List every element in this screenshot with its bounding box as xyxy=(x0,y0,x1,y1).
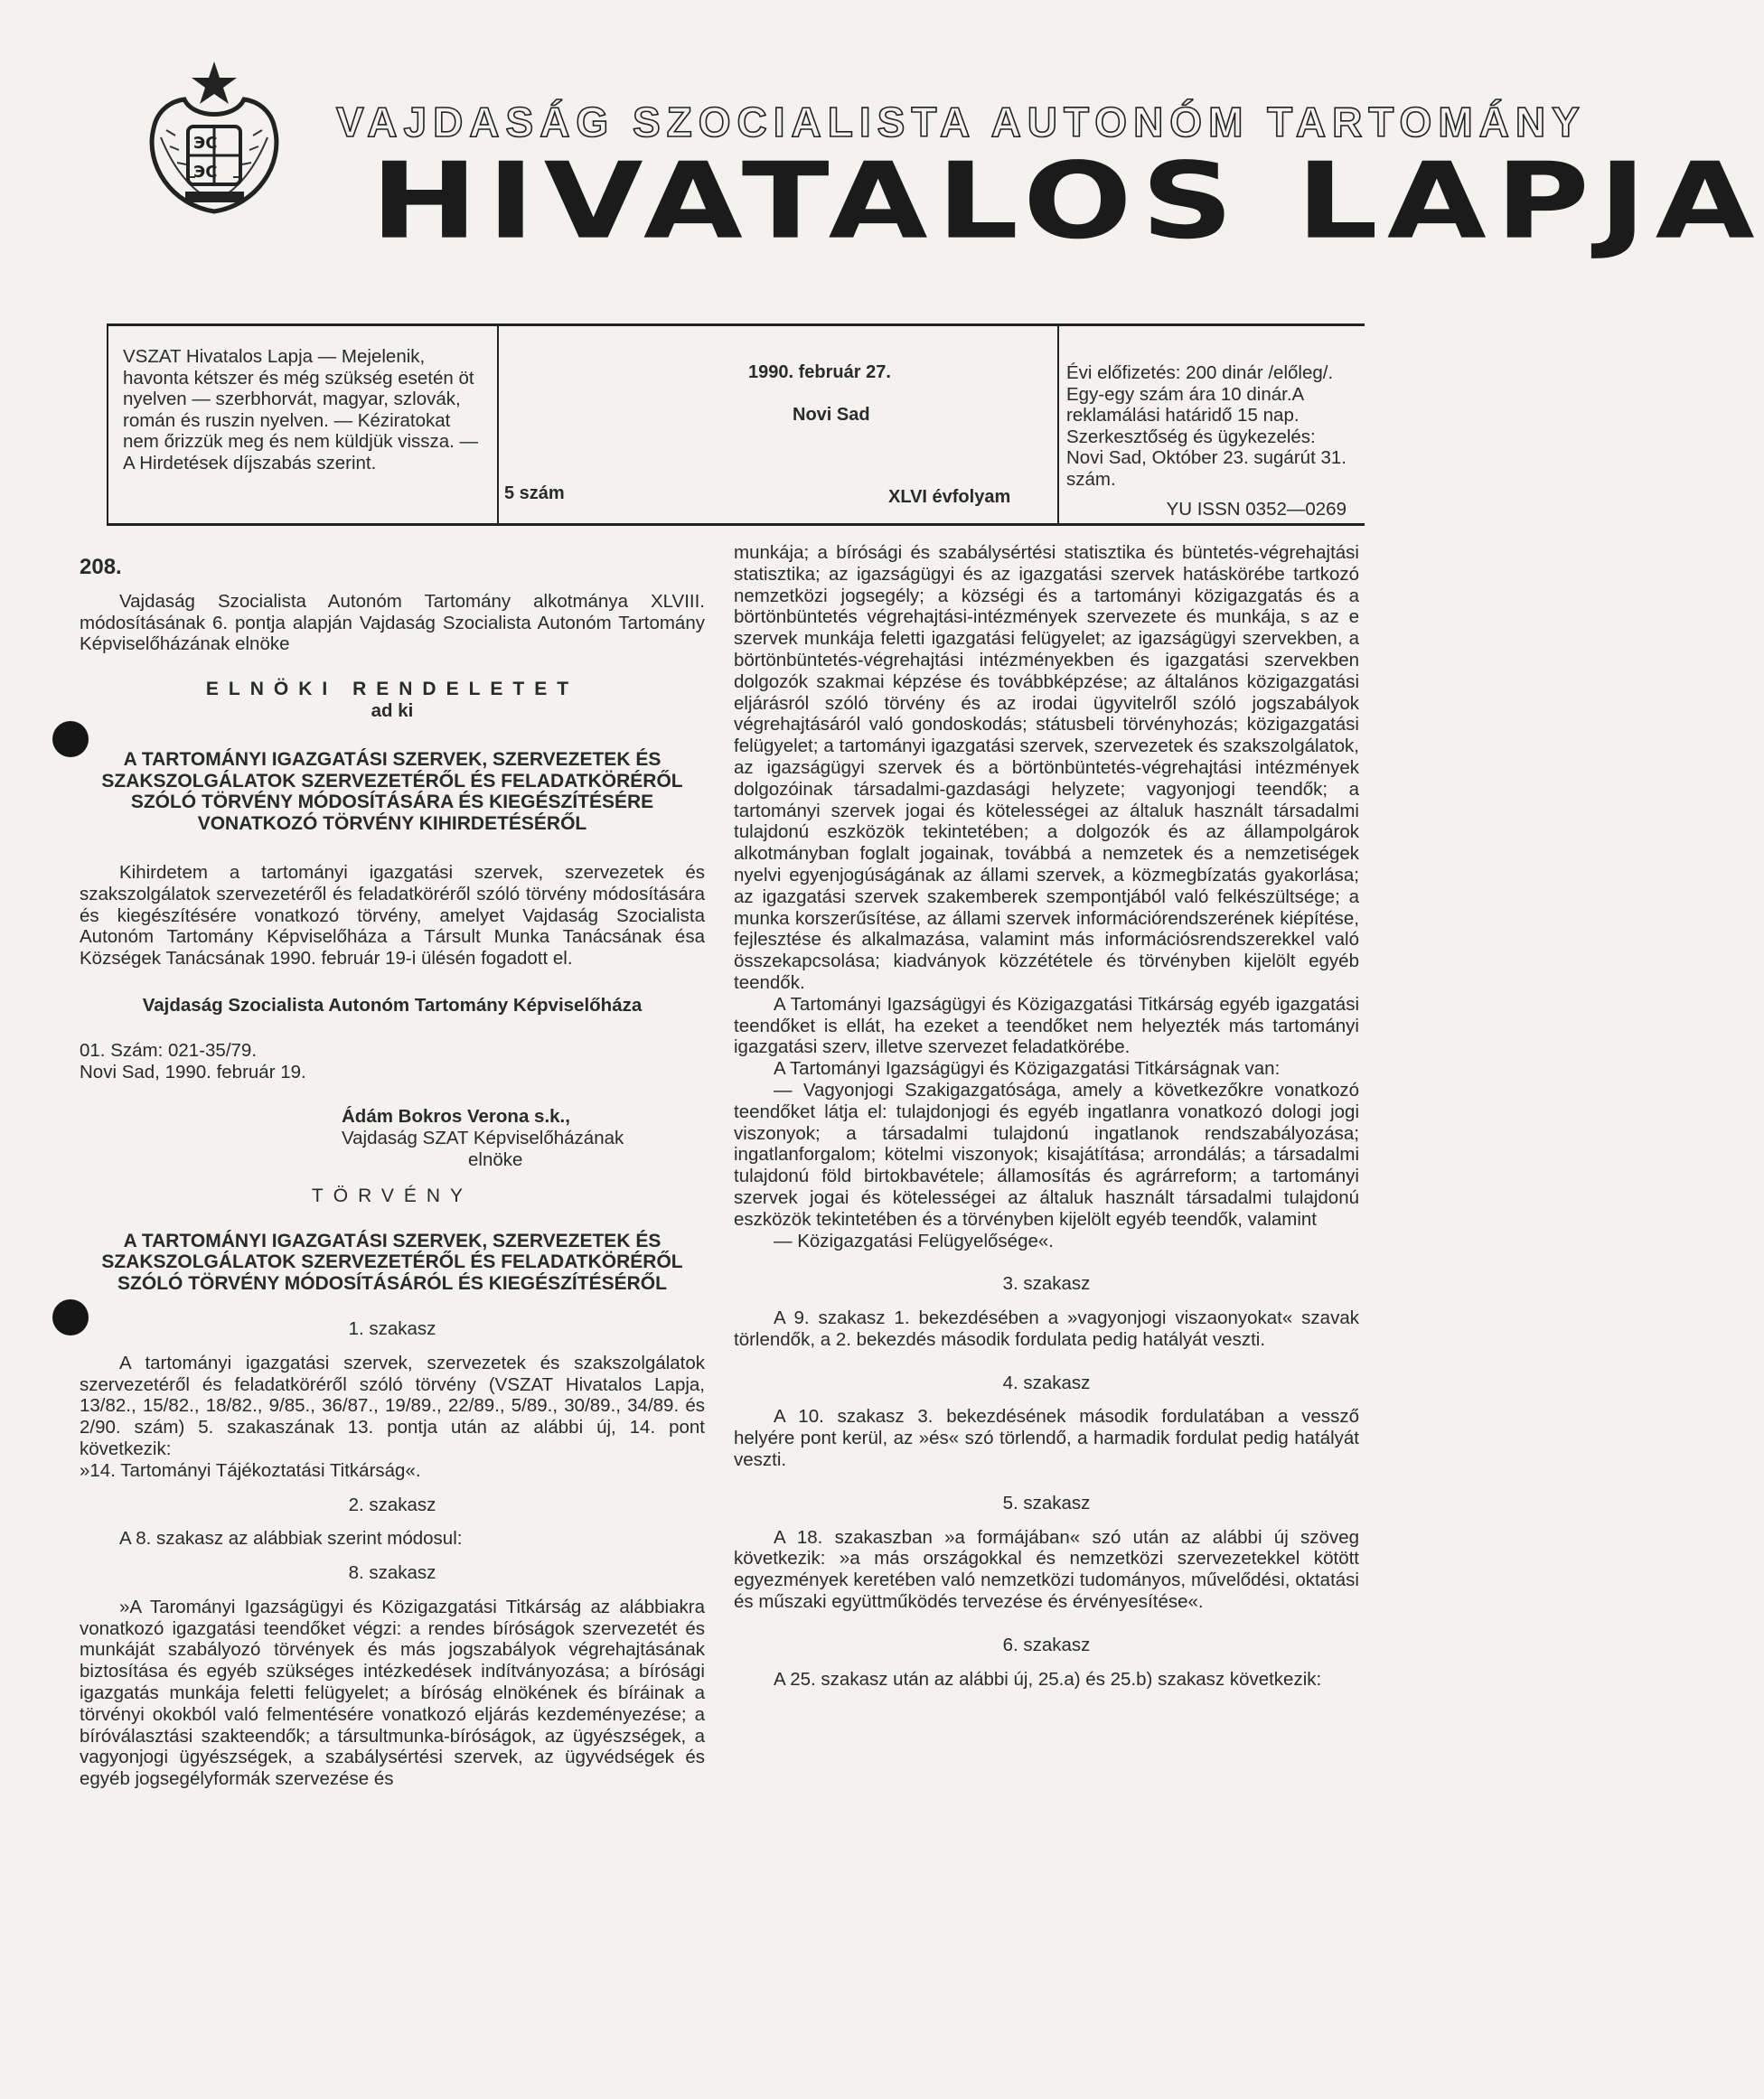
secretariat-other-duties: A Tartományi Igazságügyi és Közigazgatási Titkárság egyéb igazgatási teendőket is ellát, ha ezeket a teendőket nem helyezték más tartományi igazgatási szerv, illetve szervezet feladatkörébe. xyxy=(734,993,1359,1058)
svg-text:ЭС: ЭС xyxy=(193,163,218,182)
preamble: Vajdaság Szocialista Autonóm Tartomány alkotmánya XLVIII. módosításának 6. pontja alapján Vajdaság Szocialista Autonóm Tartomány Képviselőházának elnöke xyxy=(80,590,705,655)
section-6-title: 6. szakasz xyxy=(1002,1634,1091,1655)
section-4-text: A 10. szakasz 3. bekezdésének második fordulatában a vessző helyére pont kerül, az »és« szó törlendő, a harmadik fordulat pedig hatályát veszti. xyxy=(734,1406,1359,1471)
coat-of-arms-emblem xyxy=(136,56,294,219)
promulgation-text: Kihirdetem a tartományi igazgatási szervek, szervezetek és szakszolgálatok szervezetéről és feladatköréről szóló törvény módosítására és kiegészítésére vonatkozó törvény, amelyet Vajdaság Szocialista Autonóm Tartomány Képviselőháza a Társult Munka Tanácsának ésa Községek Tanácsának 1990. február 19-i ülésén fogadott el. xyxy=(80,861,705,970)
law-title: A TARTOMÁNYI IGAZGATÁSI SZERVEK, SZERVEZETEK ÉS SZAKSZOLGÁLATOK SZERVEZETÉRŐL ÉS FELADATKÖRÉRŐL SZÓLÓ TÖRVÉNY MÓDOSÍTÁSÁRÓL ÉS KIEGÉSZÍTÉSÉRŐL xyxy=(101,1230,683,1295)
assembly-name: Vajdaság Szocialista Autonóm Tartomány Képviselőháza xyxy=(142,994,643,1016)
issn: YU ISSN 0352—0269 xyxy=(1166,499,1346,520)
left-column xyxy=(80,542,705,1790)
reference-date: Novi Sad, 1990. február 19. xyxy=(80,1061,306,1082)
masthead-supertitle: VAJDASÁG SZOCIALISTA AUTONÓM TARTOMÁNY xyxy=(336,98,1586,145)
publisher-info: VSZAT Hivatalos Lapja — Mejelenik, havonta kétszer és még szükség esetén öt nyelven — szerbhorvát, magyar, szlovák, román és ruszin nyelven. — Kéziratokat nem őrizzük meg és nem küldjük vissza. — A Hirdetések díjszabás szerint. xyxy=(108,326,499,523)
section-4-title: 4. szakasz xyxy=(1002,1372,1091,1393)
subscription-text: Évi előfizetés: 200 dinár /előleg/. Egy-egy szám ára 10 dinár.A reklamálási határidő 15 nap. Szerkesztőség és ügykezelés: Novi Sad, Október 23. sugárút 31. szám. xyxy=(1066,362,1346,490)
section-3-title: 3. szakasz xyxy=(1002,1273,1091,1295)
section-2-text: A 8. szakasz az alábbiak szerint módosul: xyxy=(119,1528,463,1550)
decree-sub: ad ki xyxy=(371,699,414,721)
decree-heading: ELNÖKI RENDELETET xyxy=(205,679,579,700)
issue-info xyxy=(499,326,1059,523)
administrative-inspectorate: — Közigazgatási Felügyelősége«. xyxy=(774,1230,1054,1251)
signer-role: Vajdaság SZAT Képviselőházának xyxy=(342,1128,624,1149)
masthead-title: HIVATALOS LAPJA xyxy=(371,140,1764,263)
section-8-continued: munkája; a bírósági és szabálysértési statisztika és büntetés-végrehajtási statisztika; az igazságügyi és az igazgatási szervek hatáskörébe tartkozó nemzetközi jogsegély; a községi és a tartományi közigazgatás és a börtönbüntetés végrehajtási-intézmények szervezete és munkája, s az e szervek munkája feletti igazgatási felügyelet; az igazságügyi szervekben, a börtönbüntetés-végrehajtási intézményekben és igazgatási szervekben dolgozók szakmai képzése és továbbképzése; az általános közigazgatási eljárásról szóló törvény és az irodai ügyvitelről szóló jogszabályok végrehajtásáról való gondoskodás; státusbeli törvényhozás; közigazgatási felügyelet; a tartományi igazgatási szervek, szervezetek és szakszolgálatok, az igazságügyi szervek és a börtönbüntetés-végrehajtási intézmények dolgozóinak társadalmi-gazdasági helyzete; vagyonjogi teendők; a tartományi szervek jogai és kötelességei az általuk használt társadalmi tulajdonú eszközök tekintetében; a dolgozók és az állampolgárok alkotmányban foglalt jogainak, továbbá a nemzetek és a nemzetiségek nyelvi egyenjogúságának az állami szervek, a közmegbízatás gyakorlása; az igazgatási szervek szakemberek szempontjából való felkészültsége; a munka korszerűsítése, az állami szervek információrendszerének kiépítése, fejlesztése és alkalmazása, valamint más információsrendszerekkel való összekapcsolása; kiadványok közzététele és törvényben kijelölt egyéb teendők. xyxy=(734,542,1359,993)
section-5-title: 5. szakasz xyxy=(1002,1492,1091,1513)
issue-place: Novi Sad xyxy=(793,405,870,425)
section-8-title: 8. szakasz xyxy=(348,1562,436,1584)
section-3-text: A 9. szakasz 1. bekezdésében a »vagyonjogi viszaonyokat« szavak törlendők, a 2. bekezdés második fordulata pedig hatályát veszti. xyxy=(734,1307,1359,1350)
svg-text:ЭС: ЭС xyxy=(193,134,218,153)
section-1-text: A tartományi igazgatási szervek, szervezetek és szakszolgálatok szervezetéről és feladatköréről szóló törvény (VSZAT Hivatalos Lapja, 13/82., 15/82., 18/82., 9/85., 36/87., 19/89., 22/89., 5/89., 30/89., 34/89. és 2/90. szám) 5. szakaszának 13. pontja után az alábbi új, 14. pont következik: xyxy=(80,1352,705,1459)
section-1-quote: »14. Tartományi Tájékoztatási Titkárság«. xyxy=(80,1459,421,1481)
signer-name: Ádám Bokros Verona s.k., xyxy=(342,1106,570,1128)
secretariat-has: A Tartományi Igazságügyi és Közigazgatási Titkárságnak van: xyxy=(774,1058,1281,1080)
item-number: 208. xyxy=(80,555,122,579)
law-heading: TÖRVÉNY xyxy=(311,1185,474,1206)
issue-number: 5 szám xyxy=(504,483,565,503)
section-1-title: 1. szakasz xyxy=(348,1317,436,1339)
reference-number: 01. Szám: 021-35/79. xyxy=(80,1039,258,1061)
section-6-text: A 25. szakasz után az alábbi új, 25.a) és 25.b) szakasz következik: xyxy=(774,1668,1322,1690)
signer-role-suffix: elnöke xyxy=(468,1148,523,1170)
issue-date: 1990. február 27. xyxy=(748,362,891,382)
header-box xyxy=(107,323,1365,526)
right-column xyxy=(734,542,1359,1690)
section-2-title: 2. szakasz xyxy=(348,1494,436,1515)
subscription-info xyxy=(1059,326,1365,523)
property-law-directorate: — Vagyonjogi Szakigazgatósága, amely a következőkre vonatkozó teendőket látja el: tulajdonjogi és egyéb ingatlanra vonatkozó dologi jogi viszonyok; a társadalmi tulajdonú ingatlanok rendszabályozása; ingatlanforgalom; kötelmi viszonyok; kisajátítása; arrondálás; a társadalmi tulajdonú föld birtokbavétele; államosítás és agrárreform; a tartományi szervek jogai és kötelességei az általuk használt társadalmi tulajdonú eszközök tekintetében és a törvényben kijelölt egyéb teendők, valamint xyxy=(734,1079,1359,1230)
section-5-text: A 18. szakaszban »a formájában« szó után az alábbi új szöveg következik: »a más országokkal és nemzetközi szervezetekkel kötött egyezmények keretében való nemzetközi tudományos, művelődési, oktatási és műszaki együttműködés tervezése és érvényesítése«. xyxy=(734,1526,1359,1613)
section-8-text: »A Tarományi Igazságügyi és Közigazgatási Titkárság az alábbiakra vonatkozó igazgatási teendőket végzi: a rendes bíróságok szervezetét és munkáját szabályozó törvények és más jogszabályok végrehajtásának biztosítása és egyéb szükséges intézkedések indítványozása; a bírósági igazgatás munkája feletti felügyelet; a bíróság elnökének és bíráinak a törvényi okokból való felmentésére vonatkozó eljárás kezdeményezése; a bíróválasztási szakteendők; a társultmunka-bíróságok, az ügyészségek, a vagyonjogi ügyészségek, a szabálysértési szervek, az ügyvédségek és egyéb jogsegélyformák szervezése és xyxy=(80,1596,705,1790)
issue-volume: XLVI évfolyam xyxy=(888,487,1011,507)
decree-title: A TARTOMÁNYI IGAZGATÁSI SZERVEK, SZERVEZETEK ÉS SZAKSZOLGÁLATOK SZERVEZETÉRŐL ÉS FELADATKÖRÉRŐL SZÓLÓ TÖRVÉNY MÓDOSÍTÁSÁRA ÉS KIEGÉSZÍTÉSÉRE VONATKOZÓ TÖRVÉNY KIHIRDETÉSÉRŐL xyxy=(101,748,683,835)
